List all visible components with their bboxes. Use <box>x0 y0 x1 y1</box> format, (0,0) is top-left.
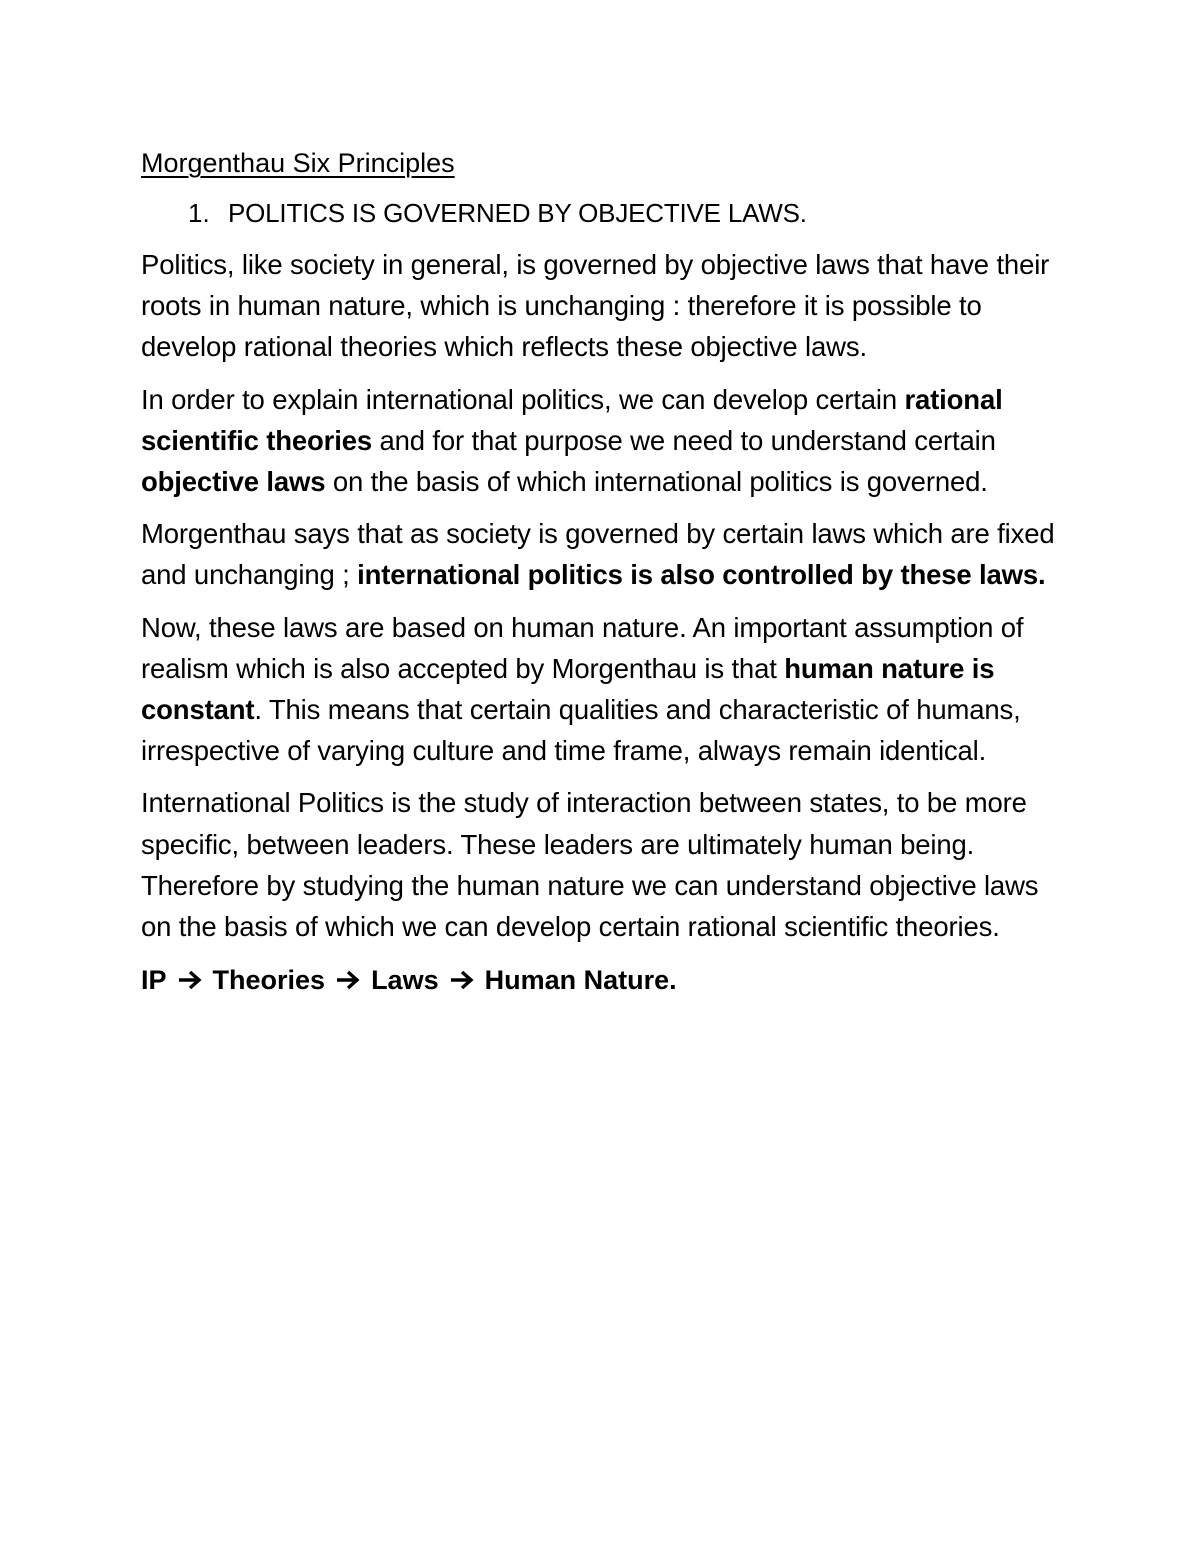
body-paragraph <box>141 513 1061 595</box>
bold-phrase: rational scientific theories <box>141 383 1003 456</box>
text-run: Politics, like society in general, is governed by objective laws that have their roots in human nature, which is unchanging : therefore it is possible to develop rational theories which reflects these objective laws. <box>141 249 1050 363</box>
document-title: Morgenthau Six Principles <box>141 148 455 178</box>
right-arrow-icon <box>335 969 361 991</box>
body-paragraph <box>141 607 1061 772</box>
text-run: . This means that certain qualities and characteristic of humans, irrespective of varying culture and time frame, always remain identical. <box>141 694 1021 767</box>
concept-flow <box>141 960 1061 1000</box>
bold-phrase: human nature is constant <box>141 652 995 726</box>
flow-item: IP <box>141 965 167 996</box>
body-paragraph <box>141 782 1061 947</box>
text-run: on the basis of which international politics is governed. <box>325 466 988 498</box>
bold-phrase: objective laws <box>141 466 326 498</box>
document-content <box>141 143 1061 1000</box>
flow-item: Theories <box>212 965 326 996</box>
paragraphs <box>141 244 1061 947</box>
heading-text: POLITICS IS GOVERNED BY OBJECTIVE LAWS. <box>228 198 807 228</box>
text-run: Morgenthau says that as society is governed by certain laws which are fixed and unchanging ; <box>141 518 1055 591</box>
flow-item: Laws <box>371 965 439 996</box>
body-paragraph <box>141 379 1061 503</box>
text-run: Now, these laws are based on human nature. An important assumption of realism which is also accepted by Morgenthau is that <box>141 611 1024 684</box>
right-arrow-icon <box>177 969 203 991</box>
text-run: In order to explain international politics, we can develop certain <box>141 383 905 415</box>
text-run: and for that purpose we need to understand certain <box>371 424 996 456</box>
text-run: International Politics is the study of interaction between states, to be more specific, between leaders. These leaders are ultimately human being. Therefore by studying the human nature we can understand objective laws on the basis of which we can develop certain rational scientific theories. <box>141 787 1039 943</box>
heading-number: 1. <box>188 198 210 228</box>
right-arrow-icon <box>449 969 475 991</box>
flow-item: Human Nature. <box>484 965 677 996</box>
bold-phrase: international politics is also controlled by these laws. <box>357 559 1046 591</box>
principle-heading <box>141 193 1061 233</box>
body-paragraph <box>141 244 1061 368</box>
